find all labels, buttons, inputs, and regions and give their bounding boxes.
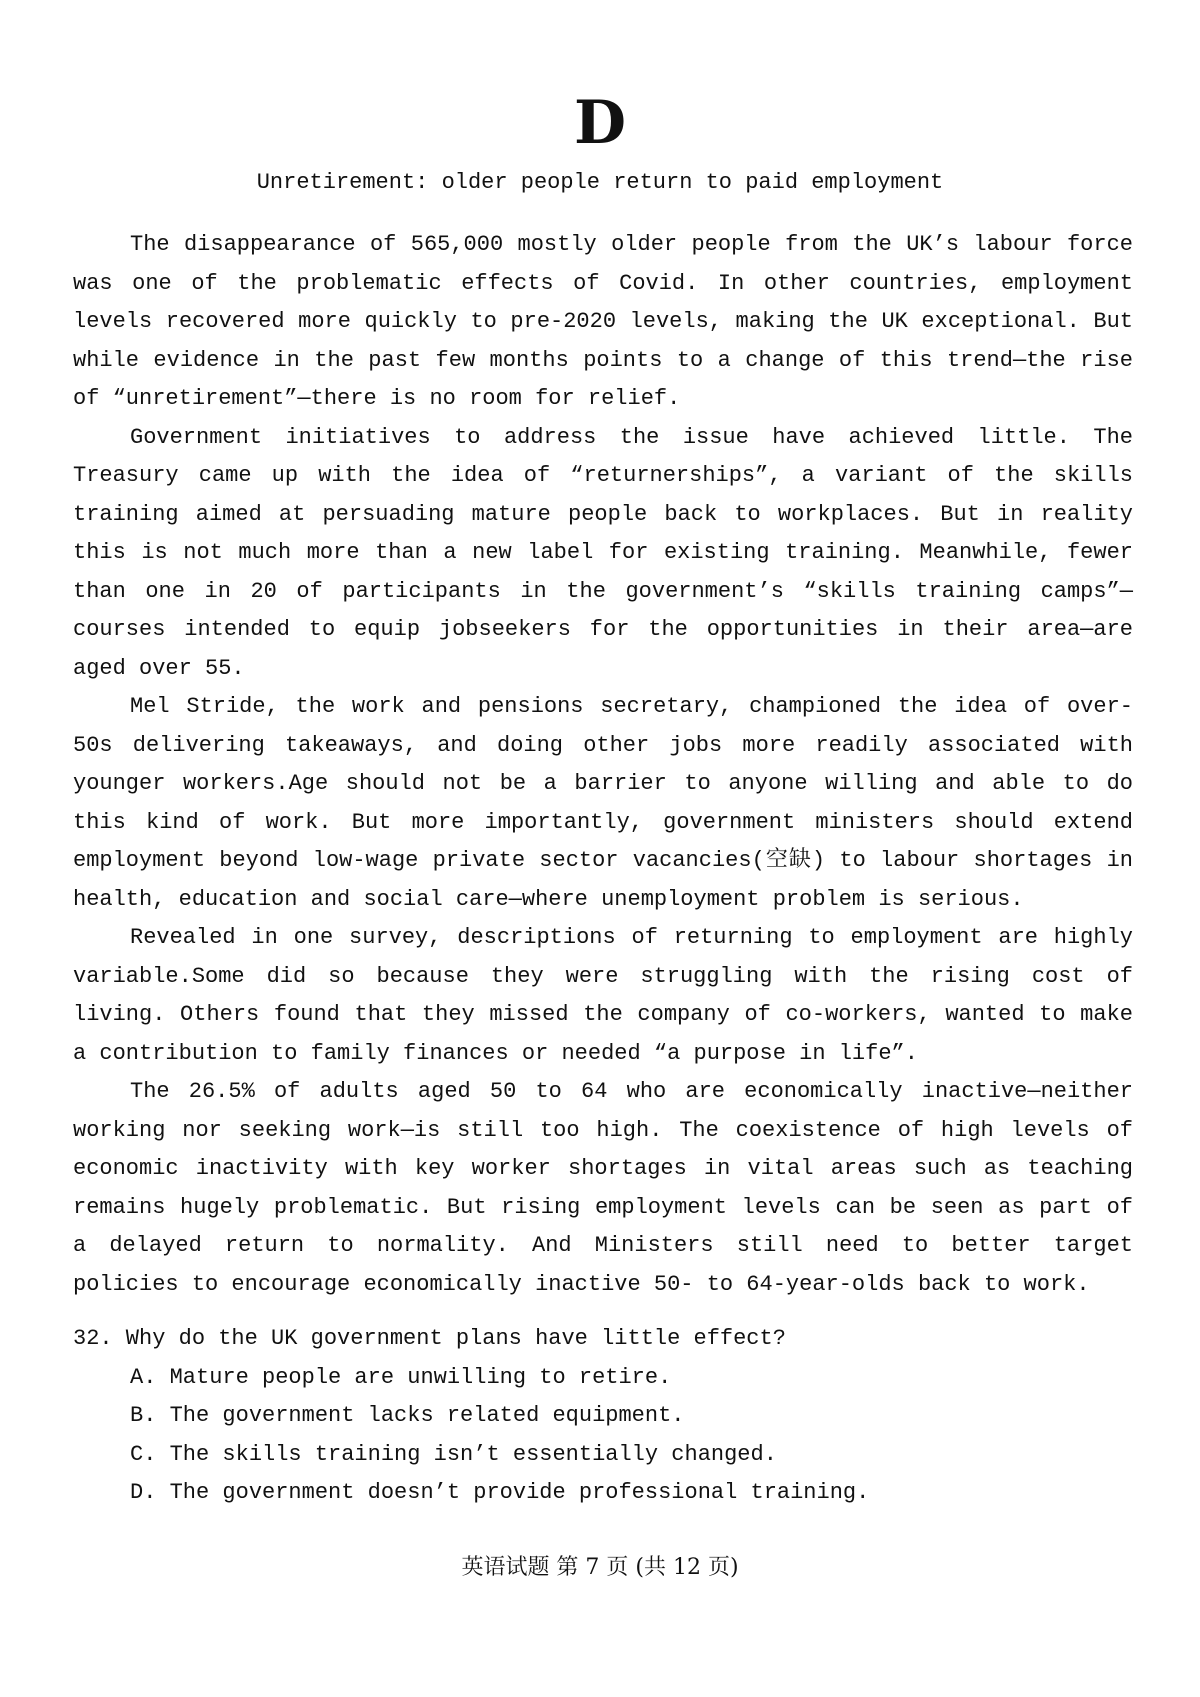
paragraph-2: Government initiatives to address the issue have achieved little. The Treasury came up with the idea of “returnerships”, a variant of the skills training aimed at persuading mature people back to workplaces. But in reality this is not much more than a new label for existing training. Meanwhile, fewer than one in 20 of participants in the government’s “skills training camps”—courses intended to equip jobseekers for the opportunities in their area—are aged over 55. [73, 424, 1133, 681]
section-letter: D [573, 88, 627, 158]
paragraph-4: Revealed in one survey, descriptions of returning to employment are highly variable.Some did so because they were struggling with the rising cost of living. Others found that they missed the company of co-workers, wanted to make a contribution to family finances or needed “a purpose in life”. [73, 925, 1133, 1066]
question-stem: 32. Why do the UK government plans have little effect? [73, 1326, 786, 1351]
paragraph-5: The 26.5% of adults aged 50 to 64 who are economically inactive—neither working nor seeking work—is still too high. The coexistence of high levels of economic inactivity with key worker shortages in vital areas such as teaching remains hugely problematic. But rising employment levels can be seen as part of a delayed return to normality. And Ministers still need to better target policies to encourage economically inactive 50- to 64-year-olds back to work. [73, 1079, 1133, 1297]
answer-options [73, 1359, 1133, 1513]
option-a: A. Mature people are unwilling to retire. [130, 1364, 672, 1390]
passage-title: Unretirement: older people return to paid employment [256, 170, 944, 195]
page-footer: 英语试题 第 7 页 (共 12 页) [461, 1555, 739, 1580]
option-b: B. The government lacks related equipment. [130, 1403, 685, 1428]
passage-body [73, 226, 1133, 1304]
question-32 [73, 1320, 1133, 1513]
paragraph-1: The disappearance of 565,000 mostly older people from the UK’s labour force was one of the problematic effects of Covid. In other countries, employment levels recovered more quickly to pre-2020 levels, making the UK exceptional. But while evidence in the past few months points to a change of this trend—the rise of “unretirement”—there is no room for relief. [73, 232, 1133, 411]
option-c: C. The skills training isn’t essentially changed. [130, 1441, 777, 1467]
paragraph-3: Mel Stride, the work and pensions secretary, championed the idea of over-50s delivering takeaways, and doing other jobs more readily associated with younger workers.Age should not be a barrier to anyone willing and able to do this kind of work. But more importantly, government ministers should extend employment beyond low-wage private sector vacancies(空缺) to labour shortages in health, education and social care—where unemployment problem is serious. [73, 694, 1133, 912]
option-d: D. The government doesn’t provide professional training. [130, 1480, 870, 1505]
